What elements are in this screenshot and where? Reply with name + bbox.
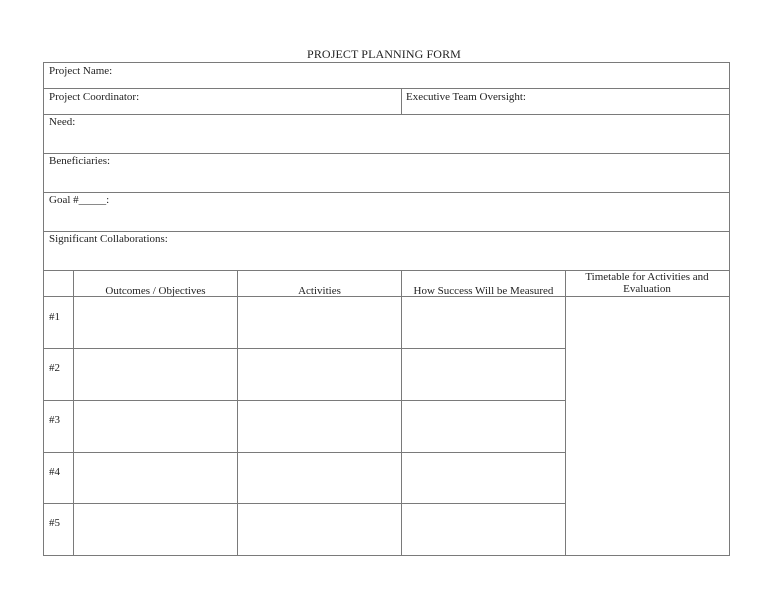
column-header-activities: Activities <box>298 285 341 297</box>
column-header-outcomes-objectives: Outcomes / Objectives <box>105 285 206 297</box>
cell-activities-3[interactable] <box>238 401 401 452</box>
cell-outcomes-3[interactable] <box>74 401 237 452</box>
column-header-timetable: Timetable for Activities and Evaluation <box>585 271 709 295</box>
need-label: Need: <box>49 116 76 128</box>
cell-activities-2[interactable] <box>238 349 401 400</box>
row-label-5: #5 <box>49 517 60 529</box>
form-title: PROJECT PLANNING FORM <box>307 47 461 61</box>
cell-outcomes-1[interactable] <box>74 297 237 348</box>
row-label-2: #2 <box>49 362 60 374</box>
executive-team-oversight-field[interactable] <box>402 89 729 114</box>
project-name-label: Project Name: <box>49 65 113 77</box>
cell-outcomes-2[interactable] <box>74 349 237 400</box>
need-field[interactable] <box>44 115 729 153</box>
project-coordinator-field[interactable] <box>44 89 401 114</box>
cell-success-3[interactable] <box>402 401 565 452</box>
cell-success-4[interactable] <box>402 453 565 503</box>
project-name-field[interactable] <box>44 63 729 88</box>
beneficiaries-field[interactable] <box>44 154 729 192</box>
cell-success-2[interactable] <box>402 349 565 400</box>
significant-collaborations-label: Significant Collaborations: <box>49 233 168 245</box>
column-header-success-measure: How Success Will be Measured <box>413 285 554 297</box>
cell-outcomes-5[interactable] <box>74 504 237 555</box>
executive-team-oversight-label: Executive Team Oversight: <box>406 91 526 103</box>
cell-activities-5[interactable] <box>238 504 401 555</box>
cell-success-1[interactable] <box>402 297 565 348</box>
row-label-4: #4 <box>49 466 60 478</box>
goal-field[interactable] <box>44 193 729 231</box>
cell-activities-1[interactable] <box>238 297 401 348</box>
row-label-1: #1 <box>49 311 60 323</box>
cell-activities-4[interactable] <box>238 453 401 503</box>
goal-label: Goal #_____: <box>49 194 110 206</box>
beneficiaries-label: Beneficiaries: <box>49 155 111 167</box>
significant-collaborations-field[interactable] <box>44 232 729 270</box>
row-label-3: #3 <box>49 414 60 426</box>
cell-timetable[interactable] <box>566 297 729 555</box>
project-coordinator-label: Project Coordinator: <box>49 91 140 103</box>
cell-success-5[interactable] <box>402 504 565 555</box>
cell-outcomes-4[interactable] <box>74 453 237 503</box>
